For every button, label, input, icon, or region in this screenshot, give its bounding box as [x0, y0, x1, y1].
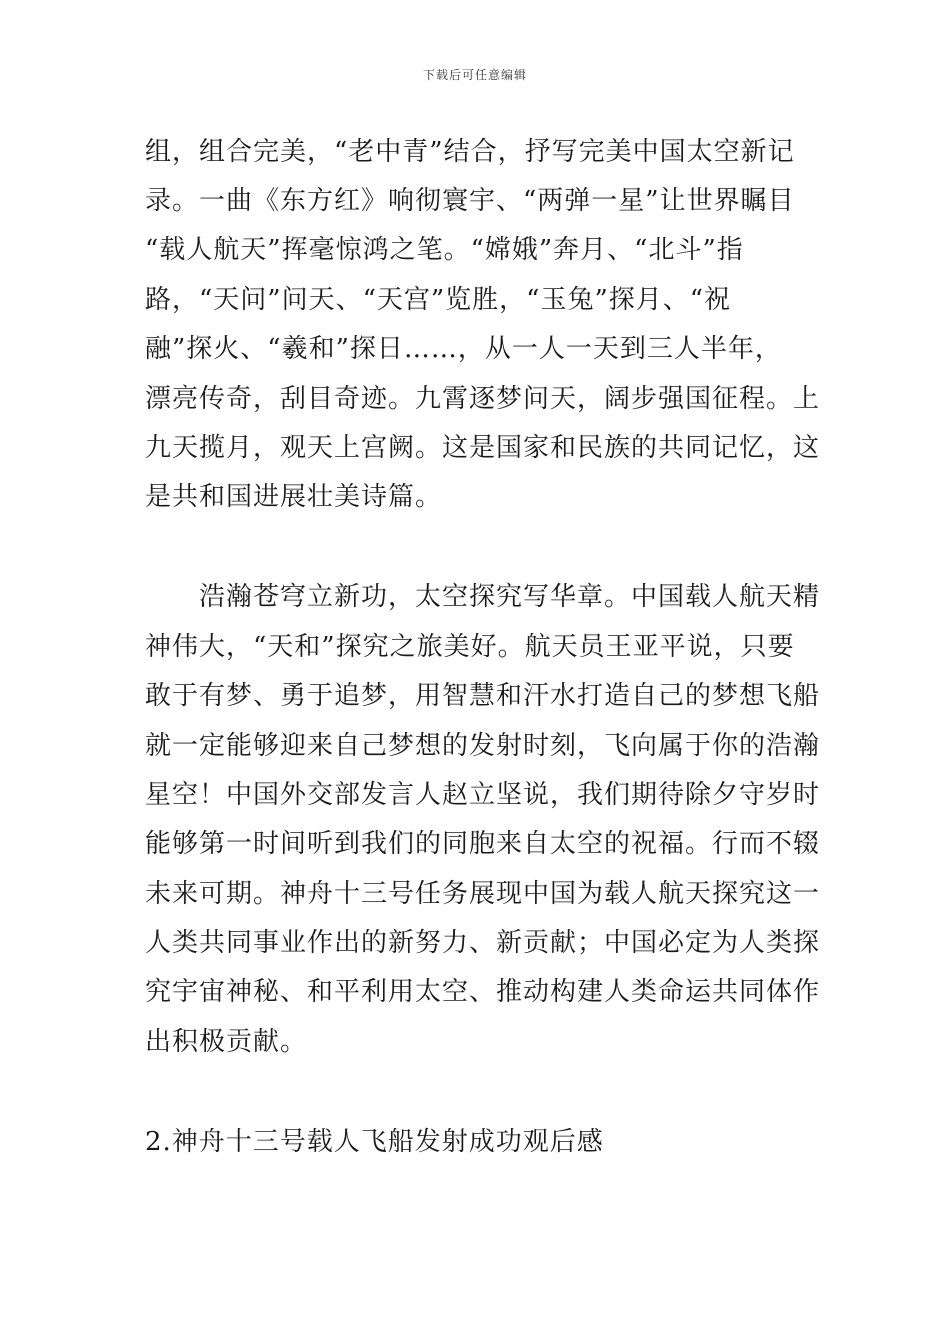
text-line: 是共和国进展壮美诗篇。 — [145, 482, 443, 512]
text-line: 出积极贡献。 — [145, 1027, 308, 1057]
section-heading: 2.神舟十三号载人飞船发射成功观后感 — [145, 1127, 604, 1157]
text-line: 融”探火、“羲和”探日……，从一人一天到三人半年， — [145, 334, 782, 364]
text-line: 漂亮传奇，刮目奇迹。九霄逐梦问天，阔步强国征程。上 — [145, 384, 821, 414]
text-line: 究宇宙神秘、和平利用太空、推动构建人类命运共同体作 — [145, 977, 821, 1007]
text-line: 未来可期。神舟十三号任务展现中国为载人航天探究这一 — [145, 879, 821, 909]
text-line: 敢于有梦、勇于追梦，用智慧和汗水打造自己的梦想飞船 — [145, 681, 821, 711]
text-line: 就一定能够迎来自己梦想的发射时刻，飞向属于你的浩瀚 — [145, 731, 821, 761]
text-line: 组，组合完美，“老中青”结合，抒写完美中国太空新记 — [145, 137, 795, 167]
text-line: 人类共同事业作出的新努力、新贡献；中国必定为人类探 — [145, 928, 821, 958]
text-line: 录。一曲《东方红》响彻寰宇、“两弹一星”让世界瞩目 — [145, 186, 795, 216]
text-line: 星空！中国外交部发言人赵立坚说，我们期待除夕守岁时 — [145, 780, 821, 810]
header-note: 下载后可任意编辑 — [422, 68, 527, 82]
text-line: “载人航天”挥毫惊鸿之笔。“嫦娥”奔月、“北斗”指 — [145, 235, 744, 265]
text-line: 神伟大，“天和”探究之旅美好。航天员王亚平说，只要 — [145, 632, 795, 662]
text-line: 九天揽月，观天上宫阙。这是国家和民族的共同记忆，这 — [145, 433, 821, 463]
text-line: 浩瀚苍穹立新功，太空探究写华章。中国载人航天精 — [145, 582, 821, 612]
text-line: 能够第一时间听到我们的同胞来自太空的祝福。行而不辍 — [145, 829, 821, 859]
text-line: 路，“天问”问天、“天宫”览胜，“玉兔”探月、“祝 — [145, 285, 732, 315]
